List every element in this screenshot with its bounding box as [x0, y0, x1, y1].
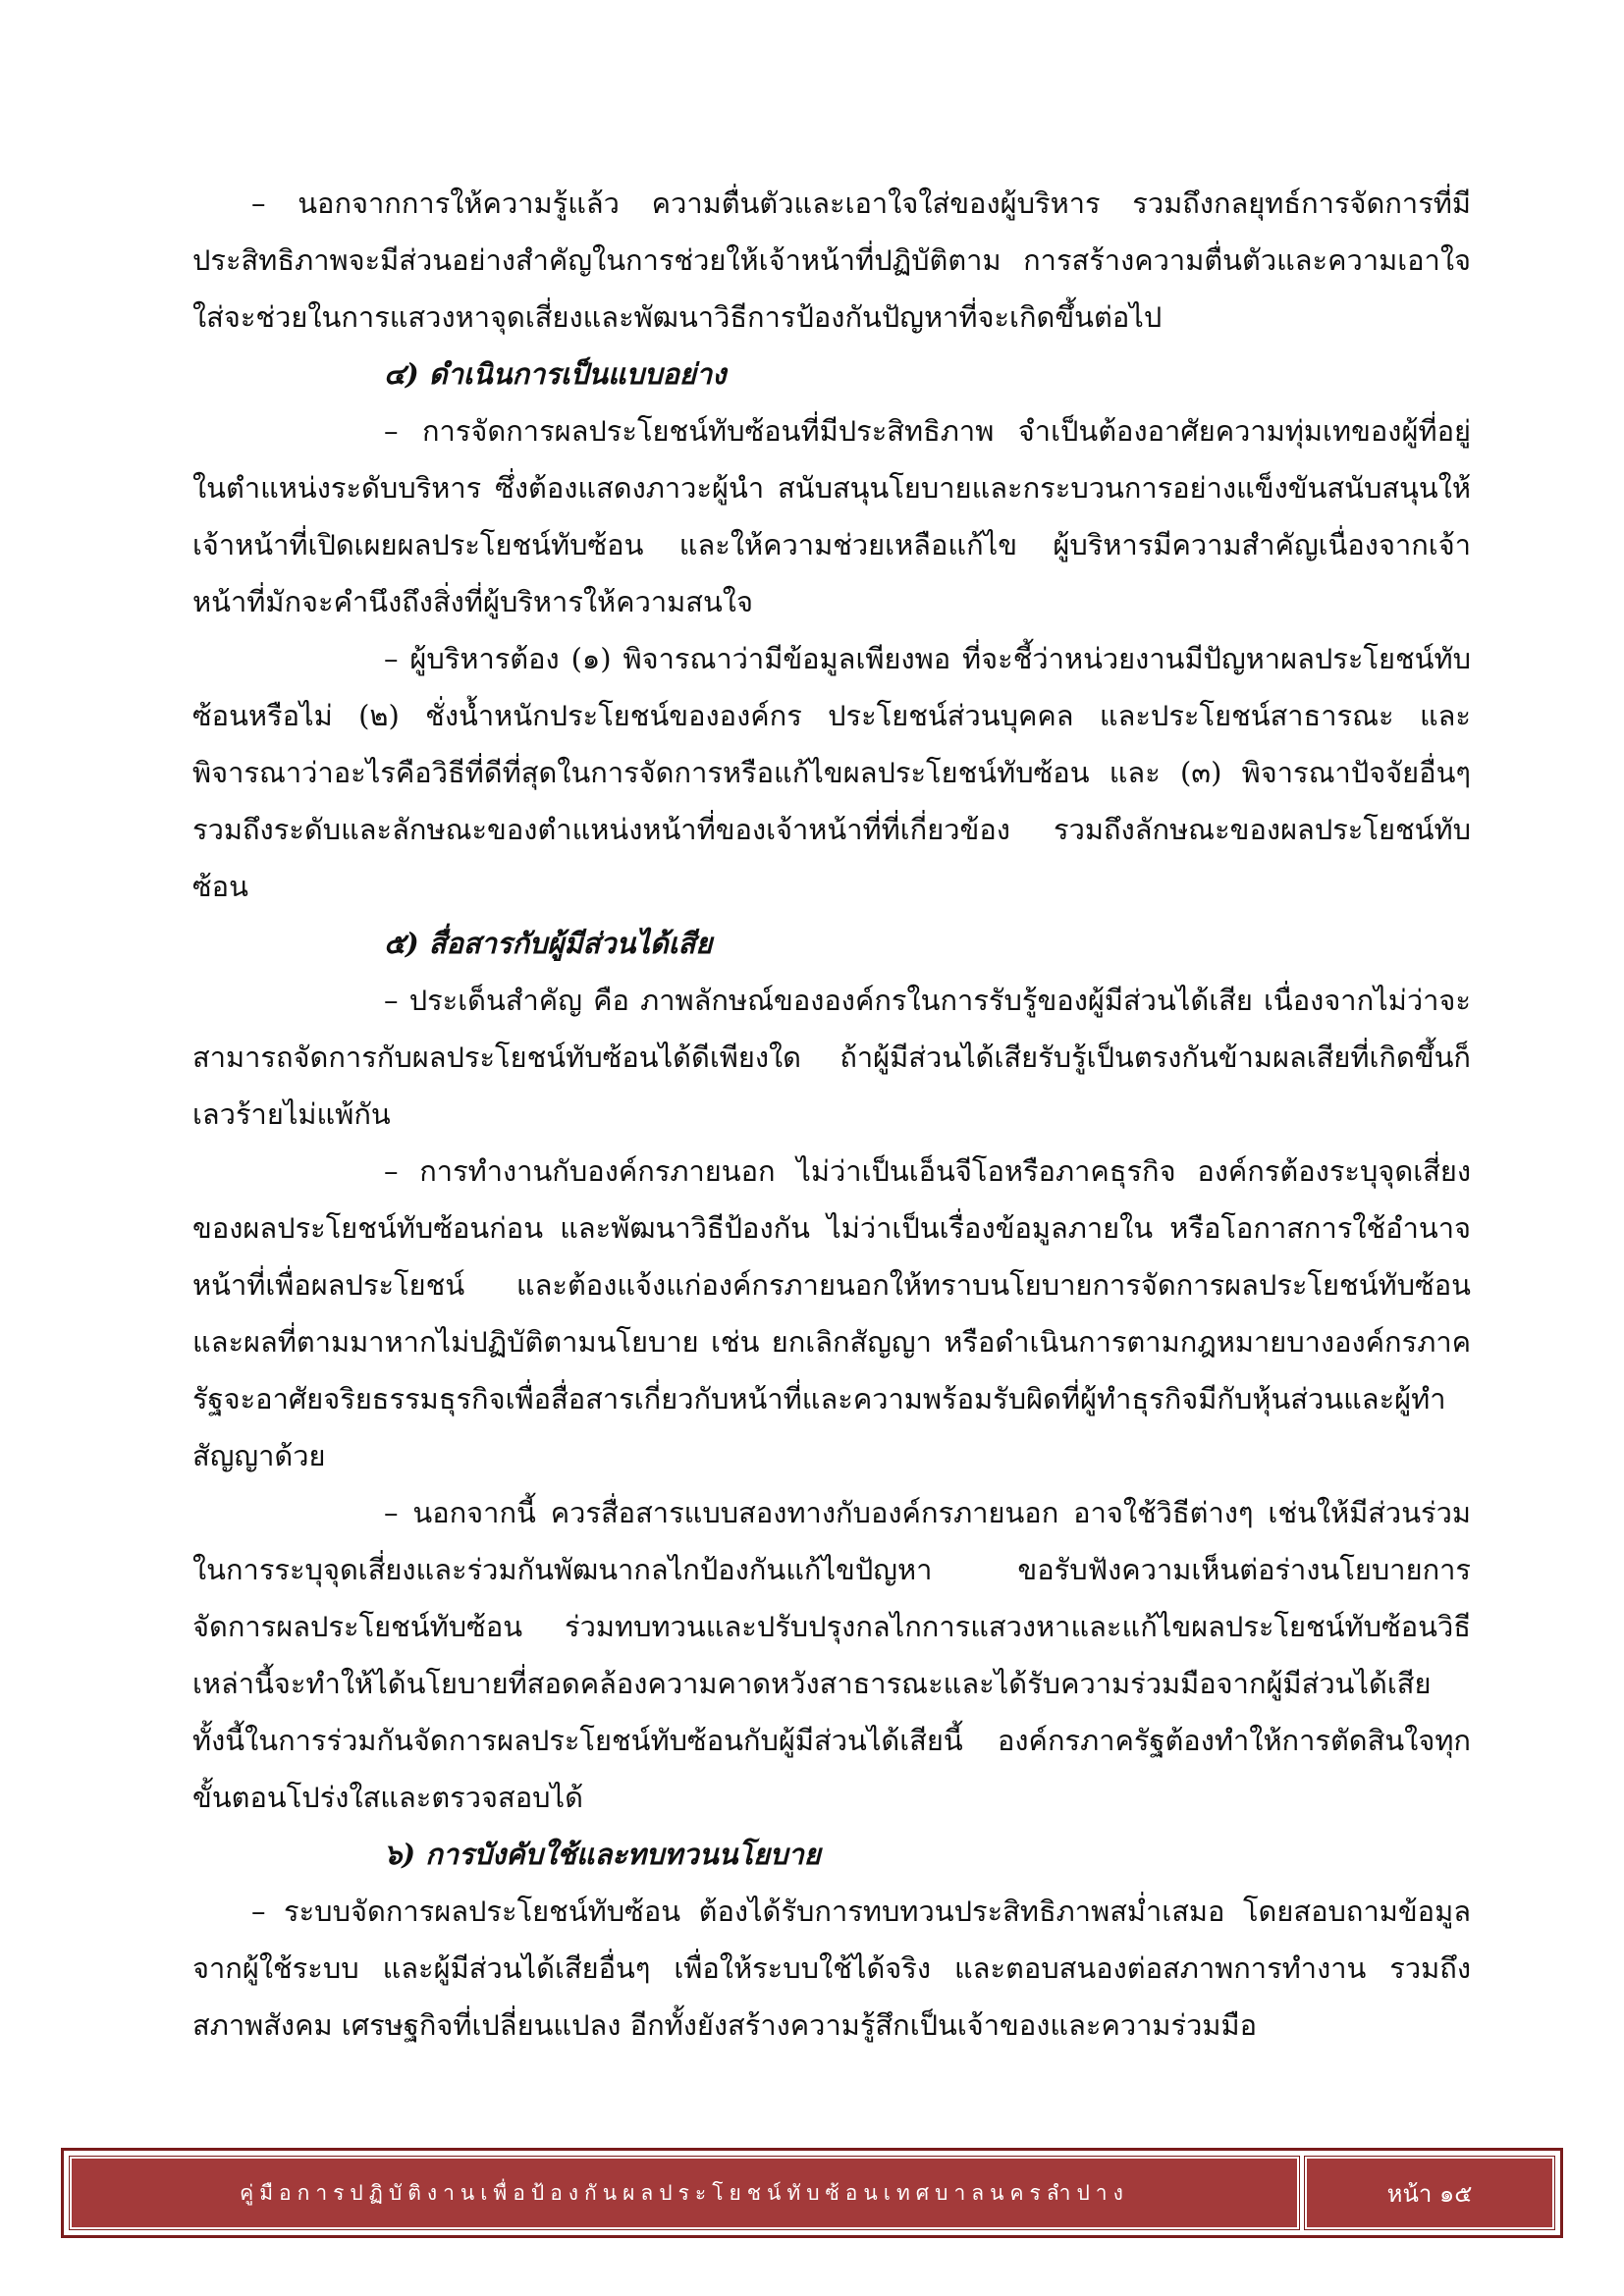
paragraph-5-2: – การทำงานกับองค์กรภายนอก ไม่ว่าเป็นเอ็นจีโอหรือภาคธุรกิจ องค์กรต้องระบุจุดเสี่ยงของผลประโยชน์ทับซ้อนก่อน และพัฒนาวิธีป้องกัน ไม่ว่าเป็นเรื่องข้อมูลภายใน หรือโอกาสการใช้อำนาจหน้าที่เพื่อผลประโยชน์ และต้องแจ้งแก่องค์กรภายนอกให้ทราบนโยบายการจัดการผลประโยชน์ทับซ้อนและผลที่ตามมาหากไม่ปฏิบัติตามนโยบาย เช่น ยกเลิกสัญญา หรือดำเนินการตามกฎหมายบางองค์กรภาครัฐจะอาศัยจริยธรรมธุรกิจเพื่อสื่อสารเกี่ยวกับหน้าที่และความพร้อมรับผิดที่ผู้ทำธุรกิจมีกับหุ้นส่วนและผู้ทำสัญญาด้วย	[192, 1154, 1471, 1472]
page-footer	[61, 2148, 1563, 2238]
paragraph-5-1: – ประเด็นสำคัญ คือ ภาพลักษณ์ขององค์กรในการรับรู้ของผู้มีส่วนได้เสีย เนื่องจากไม่ว่าจะสามารถจัดการกับผลประโยชน์ทับซ้อนได้ดีเพียงใด ถ้าผู้มีส่วนได้เสียรับรู้เป็นตรงกันข้ามผลเสียที่เกิดขึ้นก็เลวร้ายไม่แพ้กัน	[192, 984, 1471, 1131]
section-heading-6: ๖) การบังคับใช้และทบทวนนโยบาย	[384, 1838, 821, 1871]
section-heading-4: ๔) ดำเนินการเป็นแบบอย่าง	[384, 357, 727, 391]
paragraph-5-3: – นอกจากนี้ ควรสื่อสารแบบสองทางกับองค์กรภายนอก อาจใช้วิธีต่างๆ เช่นให้มีส่วนร่วมในการระบุจุดเสี่ยงและร่วมกันพัฒนากลไกป้องกันแก้ไขปัญหา ขอรับฟังความเห็นต่อร่างนโยบายการจัดการผลประโยชน์ทับซ้อน ร่วมทบทวนและปรับปรุงกลไกการแสวงหาและแก้ไขผลประโยชน์ทับซ้อนวิธีเหล่านี้จะทำให้ได้นโยบายที่สอดคล้องความคาดหวังสาธารณะและได้รับความร่วมมือจากผู้มีส่วนได้เสียทั้งนี้ในการร่วมกันจัดการผลประโยชน์ทับซ้อนกับผู้มีส่วนได้เสียนี้ องค์กรภาครัฐต้องทำให้การตัดสินใจทุกขั้นตอนโปร่งใสและตรวจสอบได้	[192, 1496, 1471, 1814]
footer-title: คู่มือการปฏิบัติงานเพื่อป้องกันผลประโยชน์ทับซ้อนเทศบาลนครลำปาง	[70, 2157, 1299, 2229]
document-body	[192, 175, 1471, 2054]
paragraph-6-1: – ระบบจัดการผลประโยชน์ทับซ้อน ต้องได้รับการทบทวนประสิทธิภาพสม่ำเสมอ โดยสอบถามข้อมูลจากผู้ใช้ระบบ และผู้มีส่วนได้เสียอื่นๆ เพื่อให้ระบบใช้ได้จริง และตอบสนองต่อสภาพการทำงาน รวมถึงสภาพสังคม เศรษฐกิจที่เปลี่ยนแปลง อีกทั้งยังสร้างความรู้สึกเป็นเจ้าของและความร่วมมือ	[192, 1895, 1471, 2042]
paragraph-4-1: – การจัดการผลประโยชน์ทับซ้อนที่มีประสิทธิภาพ จำเป็นต้องอาศัยความทุ่มเทของผู้ที่อยู่ในตำแหน่งระดับบริหาร ซึ่งต้องแสดงภาวะผู้นำ สนับสนุนโยบายและกระบวนการอย่างแข็งขันสนับสนุนให้เจ้าหน้าที่เปิดเผยผลประโยชน์ทับซ้อน และให้ความช่วยเหลือแก้ไข ผู้บริหารมีความสำคัญเนื่องจากเจ้าหน้าที่มักจะคำนึงถึงสิ่งที่ผู้บริหารให้ความสนใจ	[192, 414, 1471, 618]
page-number: หน้า ๑๕	[1305, 2157, 1554, 2229]
paragraph-4-2: – ผู้บริหารต้อง (๑) พิจารณาว่ามีข้อมูลเพียงพอ ที่จะชี้ว่าหน่วยงานมีปัญหาผลประโยชน์ทับซ้อนหรือไม่ (๒) ชั่งน้ำหนักประโยชน์ขององค์กร ประโยชน์ส่วนบุคคล และประโยชน์สาธารณะ และพิจารณาว่าอะไรคือวิธีที่ดีที่สุดในการจัดการหรือแก้ไขผลประโยชน์ทับซ้อน และ (๓) พิจารณาปัจจัยอื่นๆ รวมถึงระดับและลักษณะของตำแหน่งหน้าที่ของเจ้าหน้าที่ที่เกี่ยวข้อง รวมถึงลักษณะของผลประโยชน์ทับซ้อน	[192, 642, 1471, 903]
section-heading-5: ๕) สื่อสารกับผู้มีส่วนได้เสีย	[384, 927, 713, 960]
paragraph-intro: – นอกจากการให้ความรู้แล้ว ความตื่นตัวและเอาใจใส่ของผู้บริหาร รวมถึงกลยุทธ์การจัดการที่มีประสิทธิภาพจะมีส่วนอย่างสำคัญในการช่วยให้เจ้าหน้าที่ปฏิบัติตาม การสร้างความตื่นตัวและความเอาใจใส่จะช่วยในการแสวงหาจุดเสี่ยงและพัฒนาวิธีการป้องกันปัญหาที่จะเกิดขึ้นต่อไป	[192, 187, 1471, 334]
